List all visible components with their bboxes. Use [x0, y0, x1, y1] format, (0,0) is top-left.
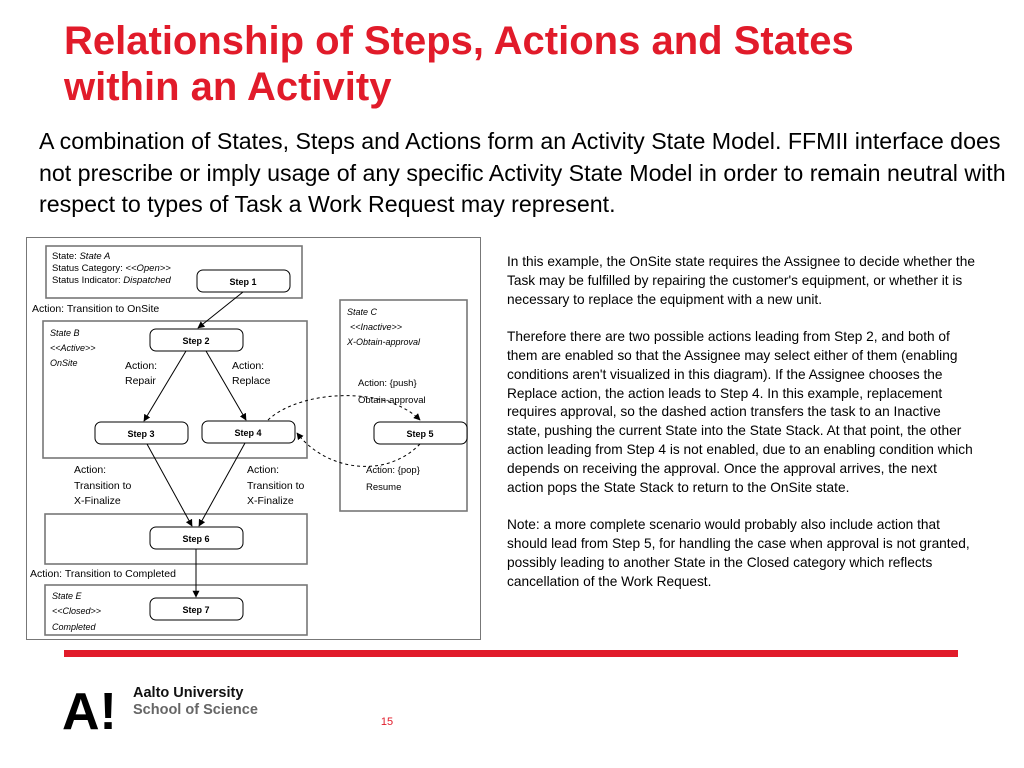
state-a-line3: Status Indicator: Dispatched — [52, 275, 171, 286]
aalto-logo — [62, 686, 122, 732]
action-finalize-right-1: Action: — [247, 464, 280, 476]
state-a-line2: Status Category: <<Open>> — [52, 263, 171, 274]
step-2-label: Step 2 — [182, 336, 210, 346]
school-name: School of Science — [133, 702, 258, 718]
step-6-label: Step 6 — [182, 534, 210, 544]
slide-title: Relationship of Steps, Actions and States within an Activity — [64, 19, 854, 109]
action-transition-completed: Action: Transition to Completed — [30, 568, 176, 580]
action-finalize-left-2: Transition to — [74, 480, 132, 492]
page-number: 15 — [380, 716, 394, 728]
state-c-name: State C — [347, 307, 378, 317]
svg-text:A!: A! — [62, 686, 117, 732]
step-1-label: Step 1 — [229, 277, 257, 287]
action-push-line2: Obtain-approval — [358, 395, 426, 406]
state-b-name: State B — [50, 328, 80, 338]
explanation-paragraph-2: Therefore there are two possible actions leading from Step 2, and both of them are enabled so that the Assignee may select either of them (enabling conditions aren't visualized in this diagram). If the Assignee chooses the Replace action, the action leads to Step 4. In this example, replacement requires approval, so the dashed action transfers the task to an Inactive state, pushing the current State into the State Stack. At that point, the other action leading from Step 4 is not enabled, due to an enabling condition which depends on receiving the approval. Once the approval arrives, the next action pops the State Stack to return to the OnSite state. — [507, 329, 973, 495]
step-3-label: Step 3 — [127, 429, 155, 439]
university-name: Aalto University — [133, 685, 244, 701]
footer-red-rule — [64, 650, 958, 657]
state-e-category: <<Closed>> — [52, 606, 102, 616]
explanation-paragraph-1: In this example, the OnSite state requires the Assignee to decide whether the Task may be fulfilled by repairing the customer's equipment, or whether it is necessary to replace the equipment with a new unit. — [507, 254, 975, 307]
state-e-name: State E — [52, 591, 82, 601]
state-e-indicator: Completed — [52, 622, 96, 632]
state-c-category: <<Inactive>> — [350, 322, 403, 332]
explanation-paragraph-3: Note: a more complete scenario would probably also include action that should lead from Step 5, for handling the case when approval is not granted, possibly leading to another State in the Closed category which reflects cancellation of the Work Request. — [507, 517, 970, 589]
action-finalize-left-1: Action: — [74, 464, 107, 476]
step-5-label: Step 5 — [406, 429, 434, 439]
action-push-line1: Action: {push} — [358, 378, 417, 389]
action-repair-line1: Action: — [125, 360, 158, 372]
action-replace-line1: Action: — [232, 360, 265, 372]
explanation-text — [507, 253, 977, 610]
action-transition-onsite: Action: Transition to OnSite — [32, 303, 160, 315]
state-a-line1: State: State A — [52, 251, 111, 262]
action-pop-line2: Resume — [366, 482, 402, 493]
intro-paragraph: A combination of States, Steps and Actions form an Activity State Model. FFMII interface does not prescribe or imply usage of any specific Activity State Model in order to remain neutral with respect to types of Task a Work Request may represent. — [39, 128, 1006, 217]
step-7-label: Step 7 — [182, 605, 210, 615]
state-b-indicator: OnSite — [50, 358, 78, 368]
action-repair-line2: Repair — [125, 375, 156, 387]
action-finalize-right-2: Transition to — [247, 480, 305, 492]
action-pop-line1: Action: {pop} — [366, 465, 420, 476]
step-4-label: Step 4 — [234, 428, 262, 438]
action-finalize-left-3: X-Finalize — [74, 495, 121, 507]
action-finalize-right-3: X-Finalize — [247, 495, 294, 507]
action-replace-line2: Replace — [232, 375, 271, 387]
state-b-category: <<Active>> — [50, 343, 96, 353]
state-c-indicator: X-Obtain-approval — [347, 337, 421, 347]
